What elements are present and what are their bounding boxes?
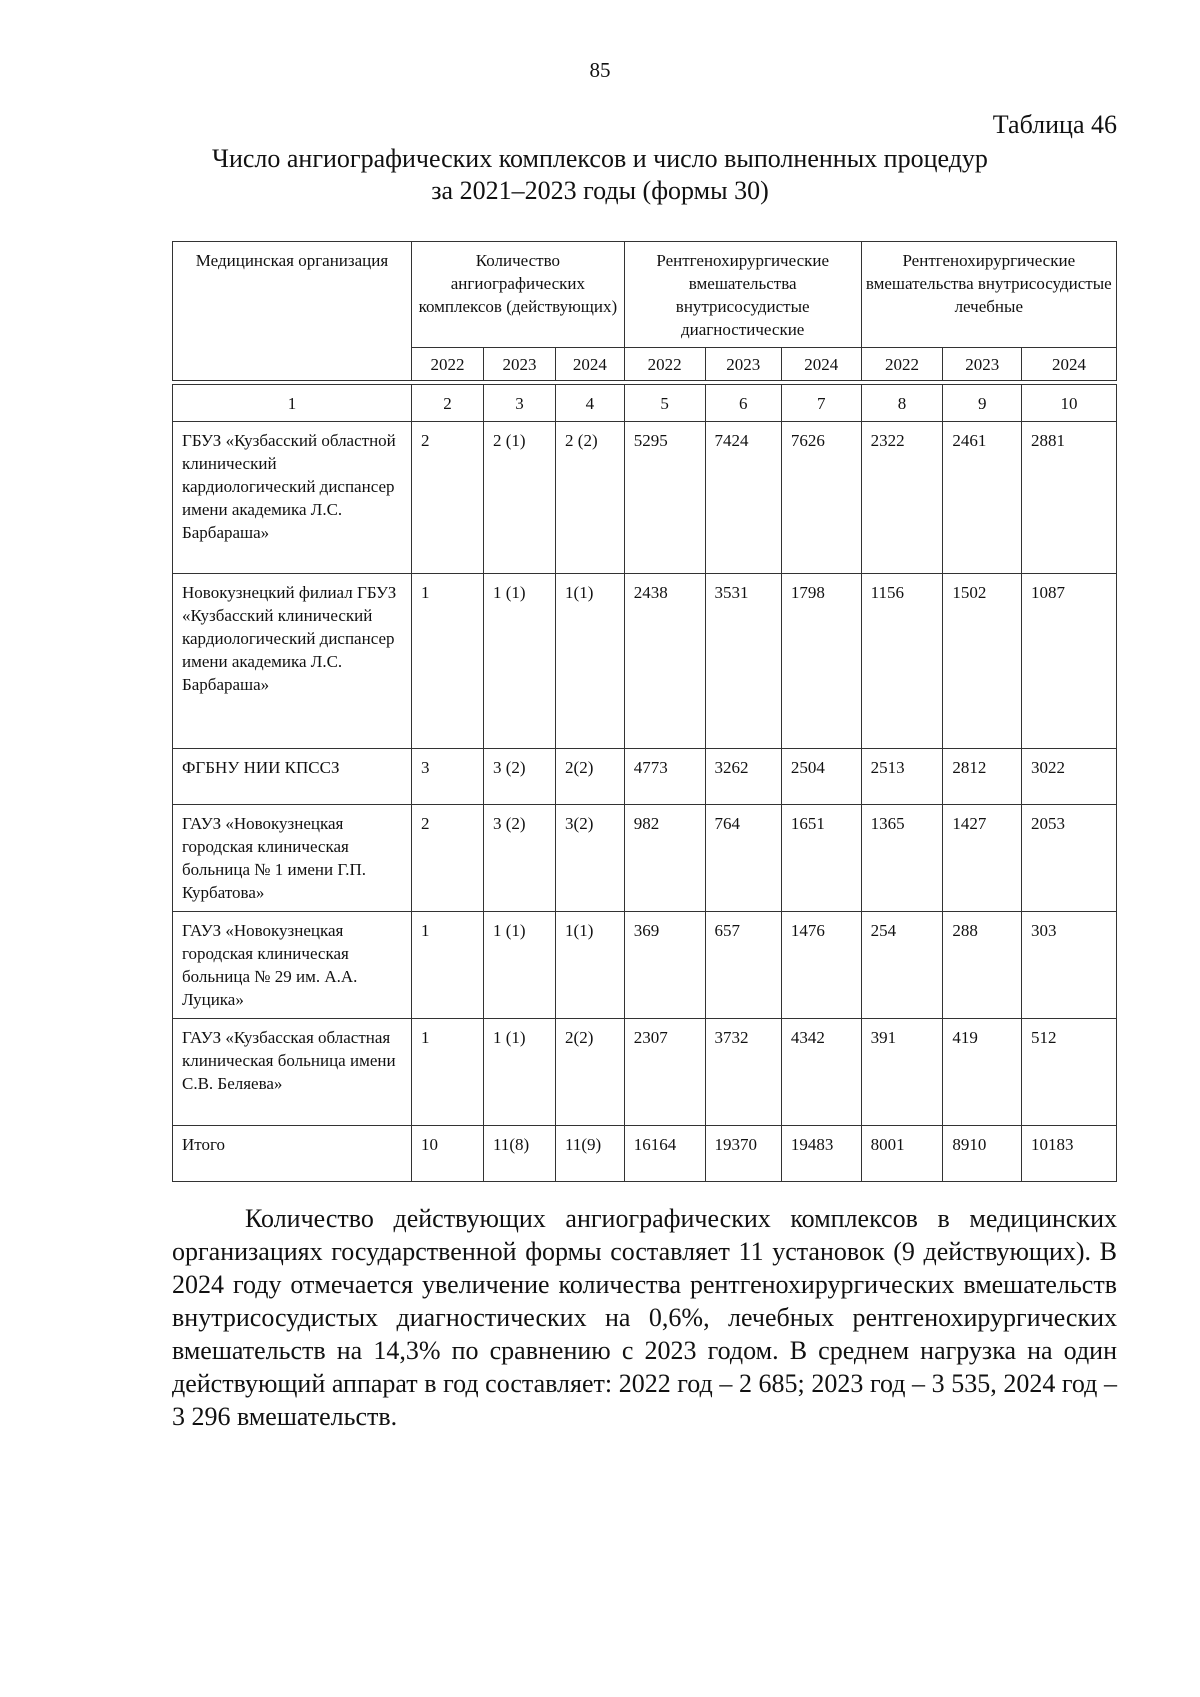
value-cell: 3022 [1021,749,1116,805]
value-cell: 303 [1021,912,1116,1019]
value-cell: 7424 [705,422,781,574]
header-year: 2023 [705,348,781,381]
value-cell: 16164 [624,1126,705,1182]
value-cell: 3(2) [556,805,625,912]
value-cell: 2 [412,422,484,574]
value-cell: 10 [412,1126,484,1182]
value-cell: 1 (1) [484,912,556,1019]
org-name-cell: Итого [173,1126,412,1182]
header-therapeutic: Рентгенохирургические вмешательства внутрисосудистые лечебные [861,242,1116,348]
page-number: 85 [589,58,611,82]
header-year: 2024 [781,348,861,381]
value-cell: 1 (1) [484,574,556,749]
value-cell: 1 [412,1019,484,1126]
value-cell: 2(2) [556,749,625,805]
value-cell: 4342 [781,1019,861,1126]
value-cell: 1156 [861,574,943,749]
value-cell: 2053 [1021,805,1116,912]
org-name-cell: ГБУЗ «Кузбасский областной клинический кардиологический диспансер имени академика Л.С. Барбараша» [173,422,412,574]
value-cell: 1 [412,574,484,749]
value-cell: 2 [412,805,484,912]
column-number: 9 [943,385,1022,422]
value-cell: 657 [705,912,781,1019]
org-name-cell: Новокузнецкий филиал ГБУЗ «Кузбасский клинический кардиологический диспансер имени академика Л.С. Барбараша» [173,574,412,749]
value-cell: 2812 [943,749,1022,805]
column-number-row [173,385,1117,422]
column-number: 2 [412,385,484,422]
value-cell: 391 [861,1019,943,1126]
value-cell: 10183 [1021,1126,1116,1182]
column-number: 8 [861,385,943,422]
value-cell: 2 (2) [556,422,625,574]
value-cell: 2461 [943,422,1022,574]
header-year: 2024 [556,348,625,381]
value-cell: 1798 [781,574,861,749]
value-cell: 3262 [705,749,781,805]
org-name-cell: ГАУЗ «Новокузнецкая городская клиническая больница № 29 им. А.А. Луцика» [173,912,412,1019]
value-cell: 764 [705,805,781,912]
value-cell: 3 (2) [484,749,556,805]
header-complexes: Количество ангиографических комплексов (действующих) [411,242,624,348]
org-name-cell: ФГБНУ НИИ КПССЗ [173,749,412,805]
value-cell: 2881 [1021,422,1116,574]
table-label: Таблица 46 [992,110,1117,139]
table-row [173,574,1117,749]
org-name-cell: ГАУЗ «Кузбасская областная клиническая больница имени С.В. Беляева» [173,1019,412,1126]
table-row [173,422,1117,574]
value-cell: 2504 [781,749,861,805]
value-cell: 982 [624,805,705,912]
table-title-line-2: за 2021–2023 годы (формы 30) [431,176,769,205]
column-number: 7 [781,385,861,422]
value-cell: 7626 [781,422,861,574]
value-cell: 19483 [781,1126,861,1182]
value-cell: 5295 [624,422,705,574]
value-cell: 1 [412,912,484,1019]
value-cell: 1(1) [556,912,625,1019]
value-cell: 1(1) [556,574,625,749]
value-cell: 3 [412,749,484,805]
header-year: 2022 [624,348,705,381]
value-cell: 1502 [943,574,1022,749]
data-table [172,384,1117,1182]
table-title-line-1: Число ангиографических комплексов и число выполненных процедур [212,144,988,173]
table-row [173,1126,1117,1182]
table-row [173,912,1117,1019]
value-cell: 3732 [705,1019,781,1126]
header-org: Медицинская организация [173,242,412,381]
value-cell: 288 [943,912,1022,1019]
header-year: 2024 [1021,348,1116,381]
value-cell: 2513 [861,749,943,805]
value-cell: 1 (1) [484,1019,556,1126]
header-year: 2022 [861,348,943,381]
header-year: 2023 [943,348,1022,381]
value-cell: 2 (1) [484,422,556,574]
table-row [173,749,1117,805]
value-cell: 1365 [861,805,943,912]
value-cell: 2(2) [556,1019,625,1126]
value-cell: 419 [943,1019,1022,1126]
table-row [173,805,1117,912]
value-cell: 4773 [624,749,705,805]
value-cell: 11(9) [556,1126,625,1182]
value-cell: 8910 [943,1126,1022,1182]
header-year: 2022 [411,348,483,381]
value-cell: 369 [624,912,705,1019]
header-diagnostic: Рентгенохирургические вмешательства внутрисосудистые диагностические [624,242,861,348]
value-cell: 2438 [624,574,705,749]
value-cell: 11(8) [484,1126,556,1182]
value-cell: 2307 [624,1019,705,1126]
column-number: 3 [484,385,556,422]
column-number: 4 [556,385,625,422]
value-cell: 512 [1021,1019,1116,1126]
org-name-cell: ГАУЗ «Новокузнецкая городская клиническая больница № 1 имени Г.П. Курбатова» [173,805,412,912]
value-cell: 1476 [781,912,861,1019]
value-cell: 3 (2) [484,805,556,912]
column-number: 1 [173,385,412,422]
value-cell: 1651 [781,805,861,912]
column-number: 10 [1021,385,1116,422]
body-paragraph: Количество действующих ангиографических комплексов в медицинских организациях государственной формы составляет 11 установок (9 действующих). В 2024 году отмечается увеличение количества рентгенохирургических вмешательств внутрисосудистых диагностических на 0,6%, лечебных рентгенохирургических вмешательств на 14,3% по сравнению с 2023 годом. В среднем нагрузка на один действующий аппарат в год составляет: 2022 год – 2 685; 2023 год – 3 535, 2024 год – 3 296 вмешательств. [172,1204,1117,1431]
value-cell: 2322 [861,422,943,574]
table-header [172,241,1117,381]
value-cell: 1087 [1021,574,1116,749]
header-year: 2023 [483,348,555,381]
value-cell: 8001 [861,1126,943,1182]
value-cell: 19370 [705,1126,781,1182]
table-title [0,143,1200,207]
value-cell: 254 [861,912,943,1019]
value-cell: 3531 [705,574,781,749]
column-number: 5 [624,385,705,422]
value-cell: 1427 [943,805,1022,912]
column-number: 6 [705,385,781,422]
table-row [173,1019,1117,1126]
